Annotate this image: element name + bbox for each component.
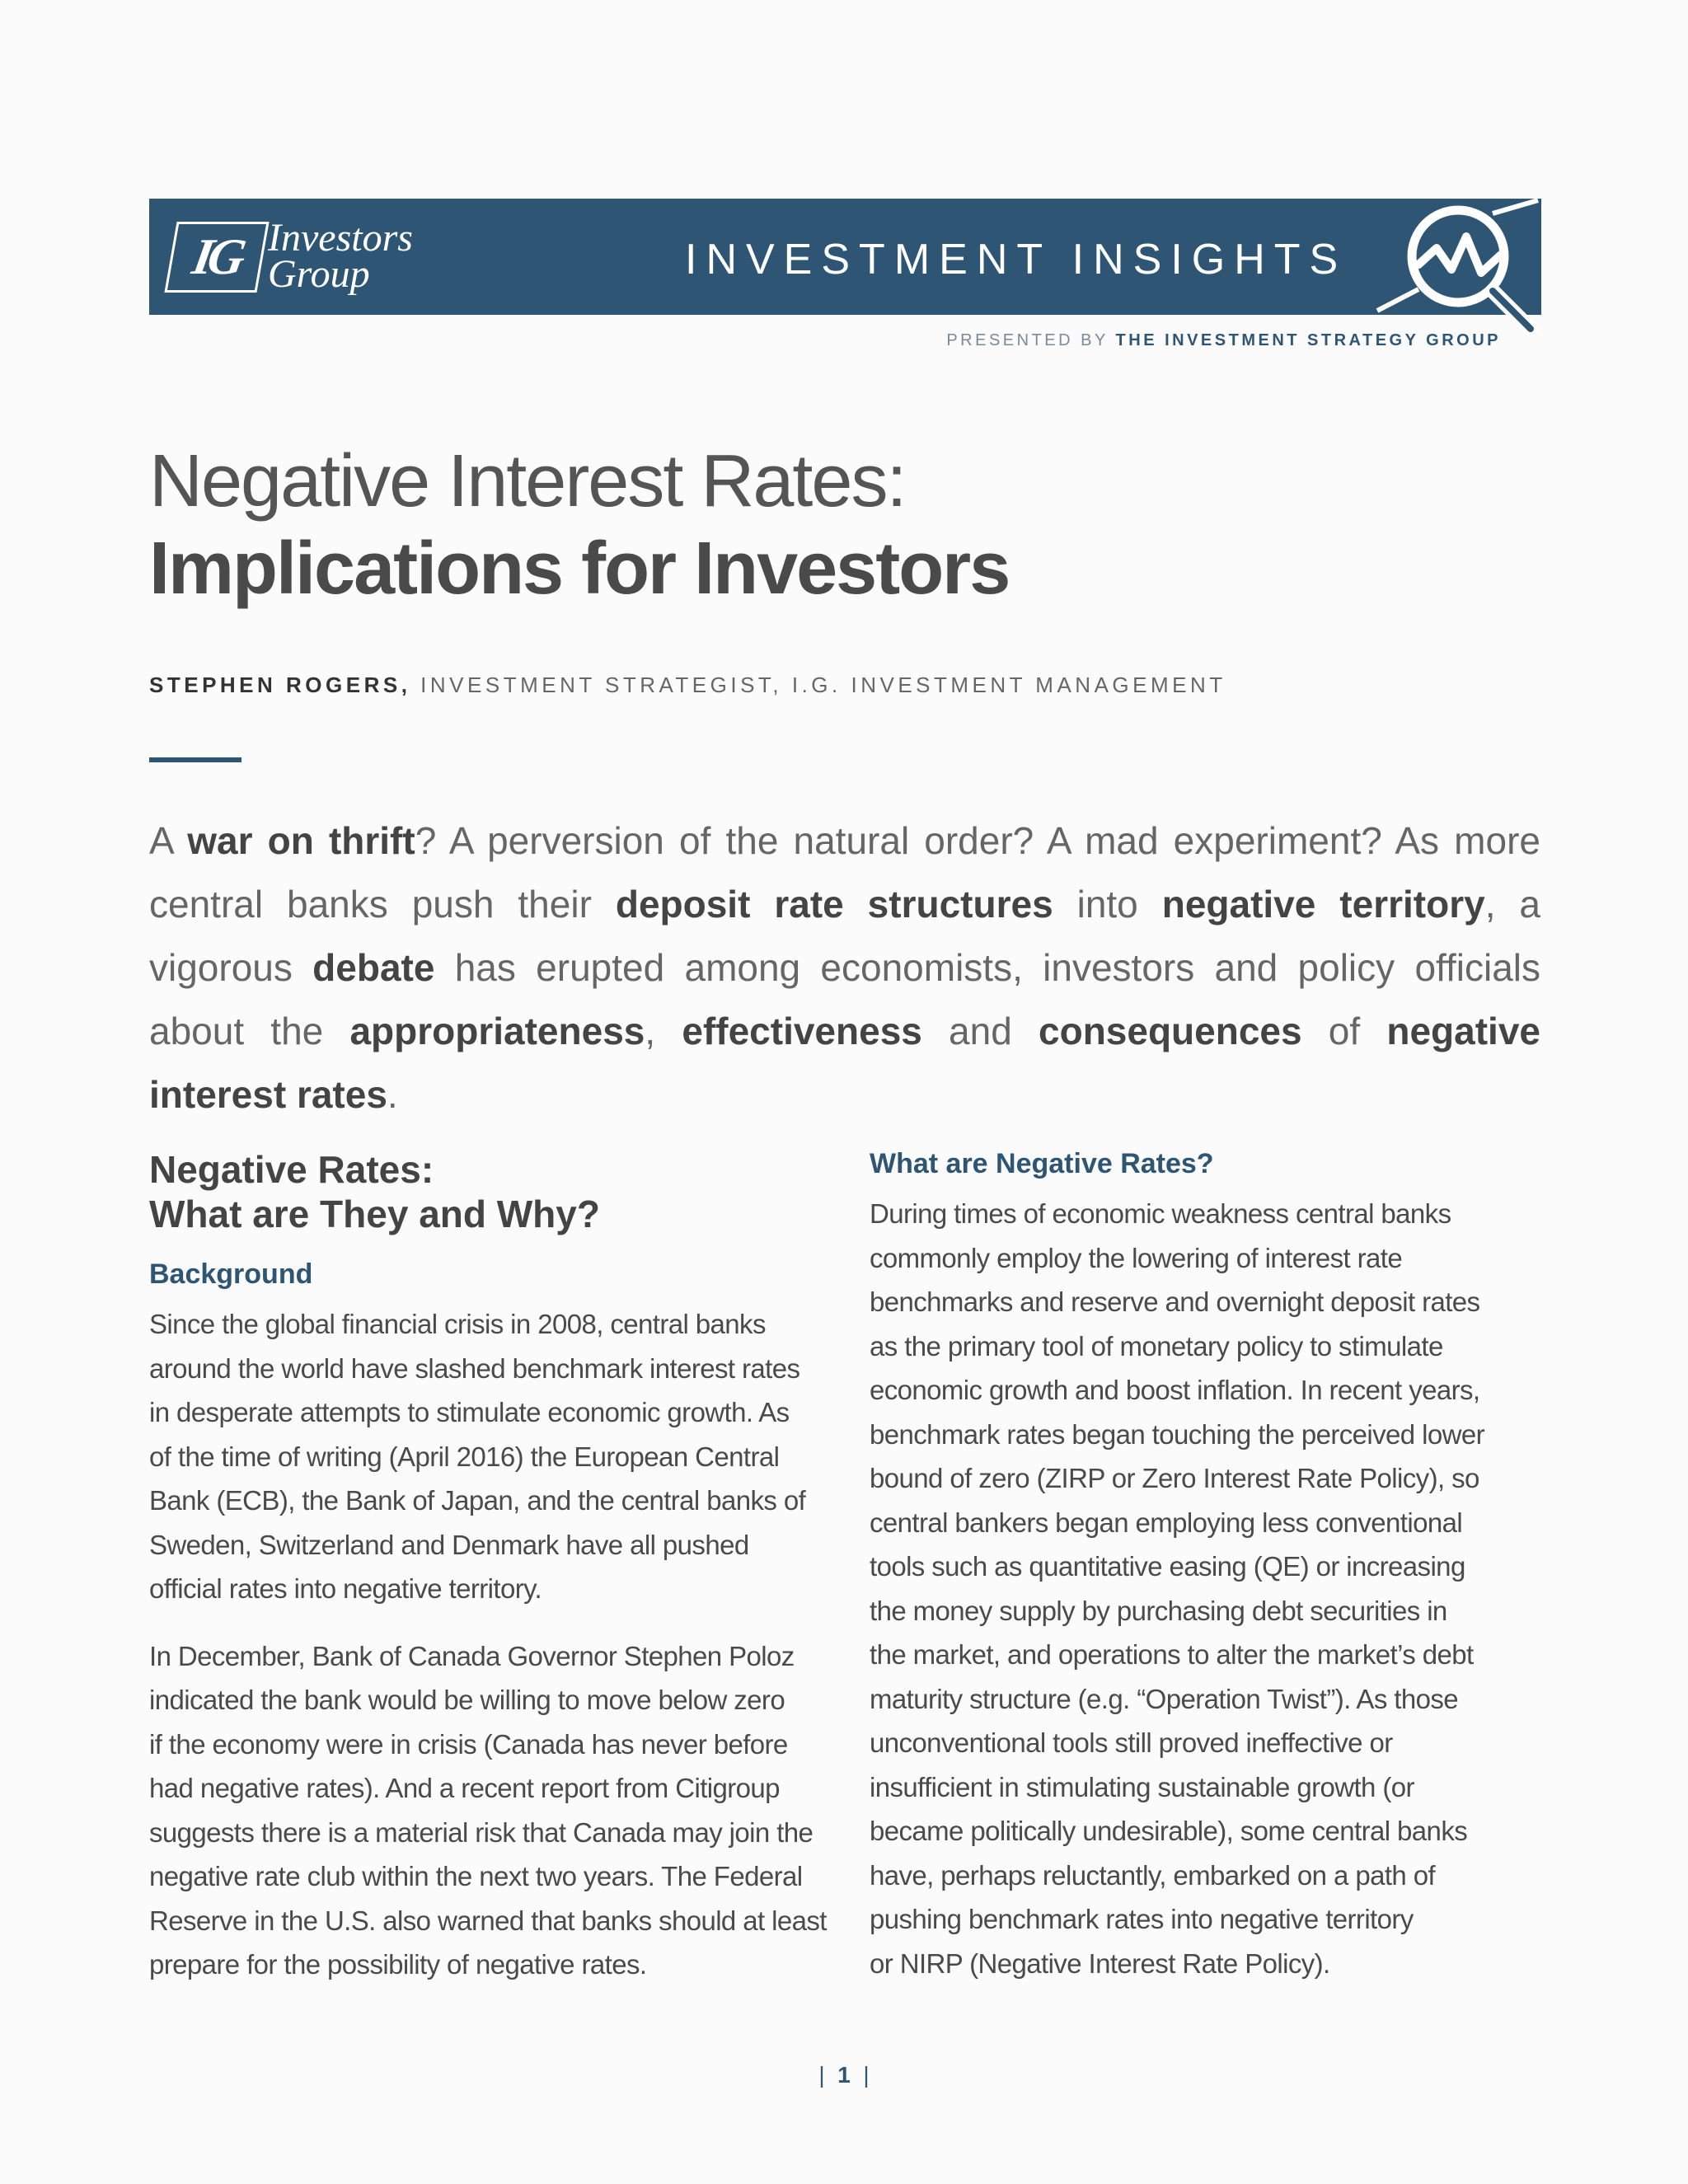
intro-text: ? A perversion of the natural order? A mad experiment? As more central banks push their — [149, 819, 1540, 926]
right-column — [870, 1147, 1545, 1985]
author-name: STEPHEN ROGERS, — [149, 673, 411, 697]
text-line: or NIRP (Negative Interest Rate Policy). — [870, 1947, 1330, 1979]
intro-emphasis: negative territory — [1161, 883, 1485, 926]
text-line: pushing benchmark rates into negative territory — [870, 1904, 1414, 1934]
text-line: in desperate attempts to stimulate economic growth. As — [149, 1397, 790, 1427]
intro-text: into — [1053, 883, 1162, 926]
intro-text: of — [1301, 1010, 1387, 1052]
text-line: the money supply by purchasing debt securities in — [870, 1595, 1447, 1626]
text-line: bound of zero (ZIRP or Zero Interest Rate Policy), so — [870, 1463, 1479, 1493]
article-title-line-2: Implications for Investors — [149, 527, 1010, 610]
intro-emphasis: war on thrift — [187, 819, 415, 862]
banner-title: INVESTMENT INSIGHTS — [685, 236, 1348, 284]
text-line: In December, Bank of Canada Governor Stephen Poloz — [149, 1640, 795, 1671]
intro-emphasis: effectiveness — [682, 1010, 922, 1052]
byline — [149, 673, 1226, 698]
background-paragraph-2 — [149, 1634, 825, 1987]
text-line: as the primary tool of monetary policy to stimulate — [870, 1330, 1443, 1361]
text-line: economic growth and boost inflation. In recent years, — [870, 1375, 1480, 1405]
intro-text: . — [387, 1073, 398, 1116]
left-column — [149, 1147, 825, 1987]
what-are-negative-rates-heading: What are Negative Rates? — [870, 1148, 1214, 1179]
intro-emphasis: consequences — [1039, 1010, 1302, 1052]
intro-emphasis: negative interest rates — [149, 1010, 1540, 1116]
text-line: commonly employ the lowering of interest rate — [870, 1242, 1403, 1273]
text-line: maturity structure (e.g. “Operation Twist”). As those — [870, 1683, 1459, 1714]
text-line: have, perhaps reluctantly, embarked on a path of — [870, 1859, 1436, 1891]
page-number: | 1 | — [818, 2062, 870, 2088]
article-title-line-1: Negative Interest Rates: — [149, 440, 906, 523]
text-line: of the time of writing (April 2016) the European Central — [149, 1441, 780, 1472]
background-heading: Background — [149, 1258, 313, 1290]
text-line: if the economy were in crisis (Canada has never before — [149, 1728, 788, 1760]
negative-rates-paragraph — [870, 1192, 1545, 1985]
presented-by: PRESENTED BY THE INVESTMENT STRATEGY GROUP — [946, 331, 1501, 349]
text-line: the market, and operations to alter the market’s debt — [870, 1639, 1474, 1670]
text-line: central bankers began employing less conventional — [870, 1507, 1463, 1538]
text-line: Since the global financial crisis in 2008, central banks — [149, 1309, 766, 1339]
text-line: around the world have slashed benchmark interest rates — [149, 1352, 800, 1384]
magnifier-chart-icon — [1369, 197, 1546, 337]
intro-text: and — [921, 1010, 1039, 1052]
text-line: benchmarks and reserve and overnight deposit rates — [870, 1286, 1480, 1317]
presented-by-org: THE INVESTMENT STRATEGY GROUP — [1115, 331, 1501, 349]
text-line: Sweden, Switzerland and Denmark have all pushed — [149, 1529, 749, 1560]
text-line: insufficient in stimulating sustainable growth (or — [870, 1771, 1414, 1802]
intro-text: A — [149, 819, 188, 862]
header-banner — [149, 199, 1541, 315]
intro-text: has erupted among economists, investors and policy officials about the — [149, 946, 1541, 1052]
text-line: prepare for the possibility of negative rates. — [149, 1949, 647, 1980]
text-line: unconventional tools still proved ineffective or — [870, 1727, 1393, 1758]
author-role: INVESTMENT STRATEGIST, I.G. INVESTMENT MANAGEMENT — [420, 673, 1226, 697]
text-line: had negative rates). And a recent report from Citigroup — [149, 1773, 780, 1803]
intro-emphasis: debate — [312, 946, 435, 989]
logo-line-2: Group — [268, 252, 370, 296]
logo-line-1: Investors — [268, 216, 413, 260]
text-line: During times of economic weakness central banks — [870, 1198, 1451, 1229]
text-line: tools such as quantitative easing (QE) or increasing — [870, 1551, 1465, 1582]
intro-text: , — [645, 1010, 682, 1052]
intro-text: , a vigorous — [149, 883, 1540, 989]
intro-paragraph — [149, 809, 1540, 1127]
section-heading: Negative Rates: What are They and Why? — [149, 1148, 600, 1235]
text-line: negative rate club within the next two years. The Federal — [149, 1861, 803, 1891]
logo-mark: IG — [164, 222, 269, 293]
investors-group-logo — [171, 216, 459, 296]
text-line: Bank (ECB), the Bank of Japan, and the central banks of — [149, 1485, 806, 1516]
text-line: Reserve in the U.S. also warned that banks should at least — [149, 1905, 827, 1936]
text-line: became politically undesirable), some central banks — [870, 1816, 1468, 1846]
background-paragraph-1 — [149, 1302, 825, 1611]
divider-rule — [149, 757, 241, 762]
text-line: benchmark rates began touching the perceived lower — [870, 1418, 1484, 1450]
text-line: official rates into negative territory. — [149, 1573, 542, 1604]
intro-emphasis: deposit rate structures — [615, 883, 1053, 926]
text-line: indicated the bank would be willing to move below zero — [149, 1685, 785, 1715]
intro-emphasis: appropriateness — [349, 1010, 645, 1052]
text-line: suggests there is a material risk that Canada may join the — [149, 1816, 814, 1848]
